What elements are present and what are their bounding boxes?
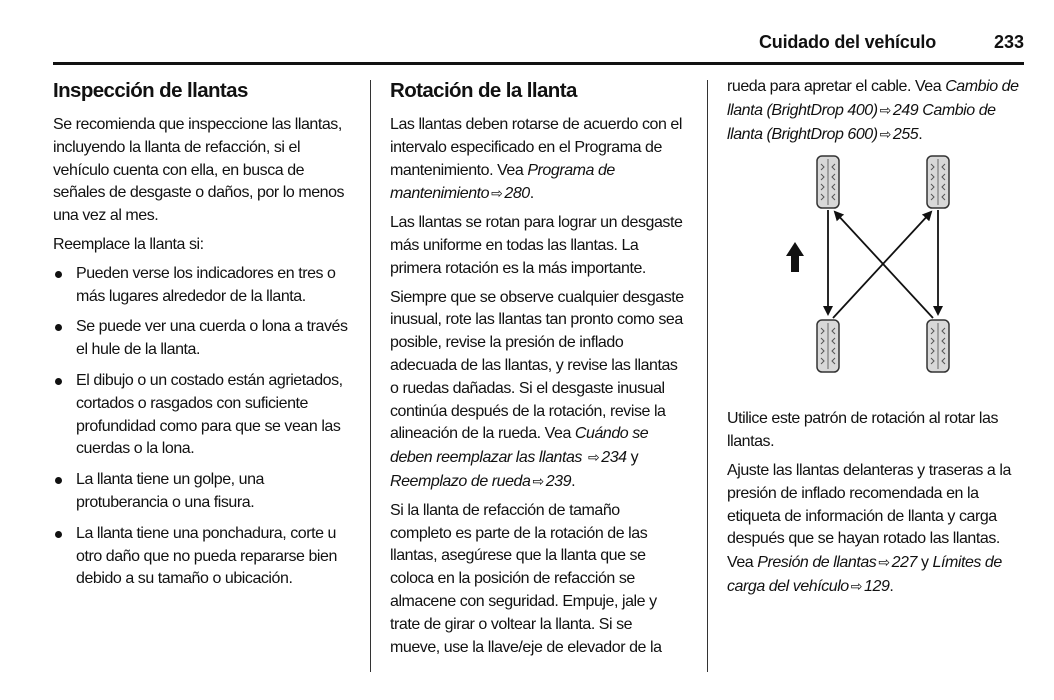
bullet-icon xyxy=(55,271,62,278)
xref-arrow-icon: ⇨ xyxy=(491,185,503,202)
list-item: Pueden verse los indicadores en tres o más lugares alrededor de la llanta. xyxy=(53,263,353,309)
link-tire-change-400[interactable]: Cambio de llanta (BrightDrop 400) ⇨ 249 xyxy=(727,78,1019,119)
paragraph-spare-tire: Si la llanta de refacción de tamaño completo es parte de la rotación de las llantas, asegúrese que la llanta que se coloca en la posición de refacción se almacene con seguridad. Empuje, jale y trate de girar o voltear la llanta. Si se mueve, use la llave/eje de elevador de la xyxy=(390,501,662,656)
paragraph-unusual-wear: Siempre que se observe cualquier desgaste inusual, rote las llantas tan pronto como sea posible, revise la presión de inflado adecuada de las llantas, y revise las llantas o ruedas dañadas. Si el desgaste inusual continúa después de la rotación, revise la alineación de la rueda. Vea Cuándo se deben reemplazar las llantas ⇨ 234 y Reemplazo de rueda ⇨ 239. xyxy=(390,288,684,490)
rear-left-to-front-right-arrow xyxy=(833,212,931,318)
heading-tire-rotation: Rotación de la llanta xyxy=(390,79,577,102)
heading-tire-inspection: Inspección de llantas xyxy=(53,79,248,102)
paragraph-replace-if: Reemplace la llanta si: xyxy=(53,235,204,253)
list-item: La llanta tiene un golpe, una protuberancia o una fisura. xyxy=(53,469,353,515)
replace-conditions-list xyxy=(53,263,353,591)
bullet-icon xyxy=(55,378,62,385)
column-rotation-pattern xyxy=(727,76,1027,605)
page-header xyxy=(53,28,1024,65)
bullet-icon xyxy=(55,477,62,484)
paragraph-continued: rueda para apretar el cable. Vea Cambio de llanta (BrightDrop 400) ⇨ 249 Cambio de llanta (BrightDrop 600) ⇨ 255. xyxy=(727,78,1019,143)
xref-arrow-icon: ⇨ xyxy=(587,449,600,466)
rear-left-tire-icon xyxy=(817,320,839,372)
link-tire-change-600[interactable]: Cambio de llanta (BrightDrop 600) ⇨ 255 xyxy=(727,101,996,143)
list-item: Se puede ver una cuerda o lona a través el hule de la llanta. xyxy=(53,316,353,362)
link-wheel-replacement[interactable]: Reemplazo de rueda ⇨ 239 xyxy=(390,472,572,490)
xref-arrow-icon: ⇨ xyxy=(879,101,891,118)
xref-arrow-icon: ⇨ xyxy=(879,125,891,142)
xref-arrow-icon: ⇨ xyxy=(878,554,890,571)
front-left-tire-icon xyxy=(817,156,839,208)
rear-right-tire-icon xyxy=(927,320,949,372)
column-divider xyxy=(707,80,708,672)
paragraph-adjust-pressure: Ajuste las llantas delanteras y traseras a la presión de inflado recomendada en la etiqueta de información de llanta y carga después que se hayan rotado las llantas. Vea Presión de llantas ⇨ 227 y Límites de carga del vehículo ⇨ 129. xyxy=(727,461,1011,595)
front-right-tire-icon xyxy=(927,156,949,208)
column-tire-inspection xyxy=(53,74,353,599)
column-divider xyxy=(370,80,371,672)
link-when-to-replace-tires[interactable]: Cuándo se deben reemplazar las llantas ⇨ 234 xyxy=(390,425,649,467)
list-item: El dibujo o un costado están agrietados, cortados o rasgados con suficiente profundidad como para que se vean las cuerdas o la lona. xyxy=(53,370,353,461)
xref-arrow-icon: ⇨ xyxy=(850,577,863,594)
list-item: La llanta tiene una ponchadura, corte u otro daño que no pueda repararse bien debido a su tamaño o ubicación. xyxy=(53,523,353,591)
column-tire-rotation xyxy=(390,74,685,665)
paragraph-rotation-schedule: Las llantas deben rotarse de acuerdo con el intervalo especificado en el Programa de mantenimiento. Vea Programa de mantenimiento ⇨ 280. xyxy=(390,116,682,203)
section-title: Cuidado del vehículo xyxy=(758,32,936,52)
tire-rotation-pattern-icon xyxy=(767,152,1037,392)
paragraph-rotation-purpose: Las llantas se rotan para lograr un desgaste más uniforme en todas las llantas. La primera rotación es la más importante. xyxy=(390,214,683,277)
bullet-icon xyxy=(55,324,62,331)
paragraph-intro: Se recomienda que inspeccione las llantas, incluyendo la llanta de refacción, si el vehículo cuenta con ella, en busca de señales de desgaste o daños, por lo menos una vez al mes. xyxy=(53,116,345,225)
xref-arrow-icon: ⇨ xyxy=(532,472,544,489)
bullet-icon xyxy=(55,531,62,538)
forward-arrow-icon xyxy=(786,242,804,272)
page-number: 233 xyxy=(993,32,1024,52)
tire-rotation-diagram xyxy=(767,152,1037,392)
link-vehicle-load-limits[interactable]: Límites de carga del vehículo ⇨ 129 xyxy=(727,554,1002,595)
rear-right-to-front-left-arrow xyxy=(835,212,933,318)
paragraph-use-pattern: Utilice este patrón de rotación al rotar las llantas. xyxy=(727,410,999,451)
link-maintenance-schedule[interactable]: Programa de mantenimiento ⇨ 280 xyxy=(390,161,615,203)
link-tire-pressure[interactable]: Presión de llantas ⇨ 227 xyxy=(757,554,917,572)
